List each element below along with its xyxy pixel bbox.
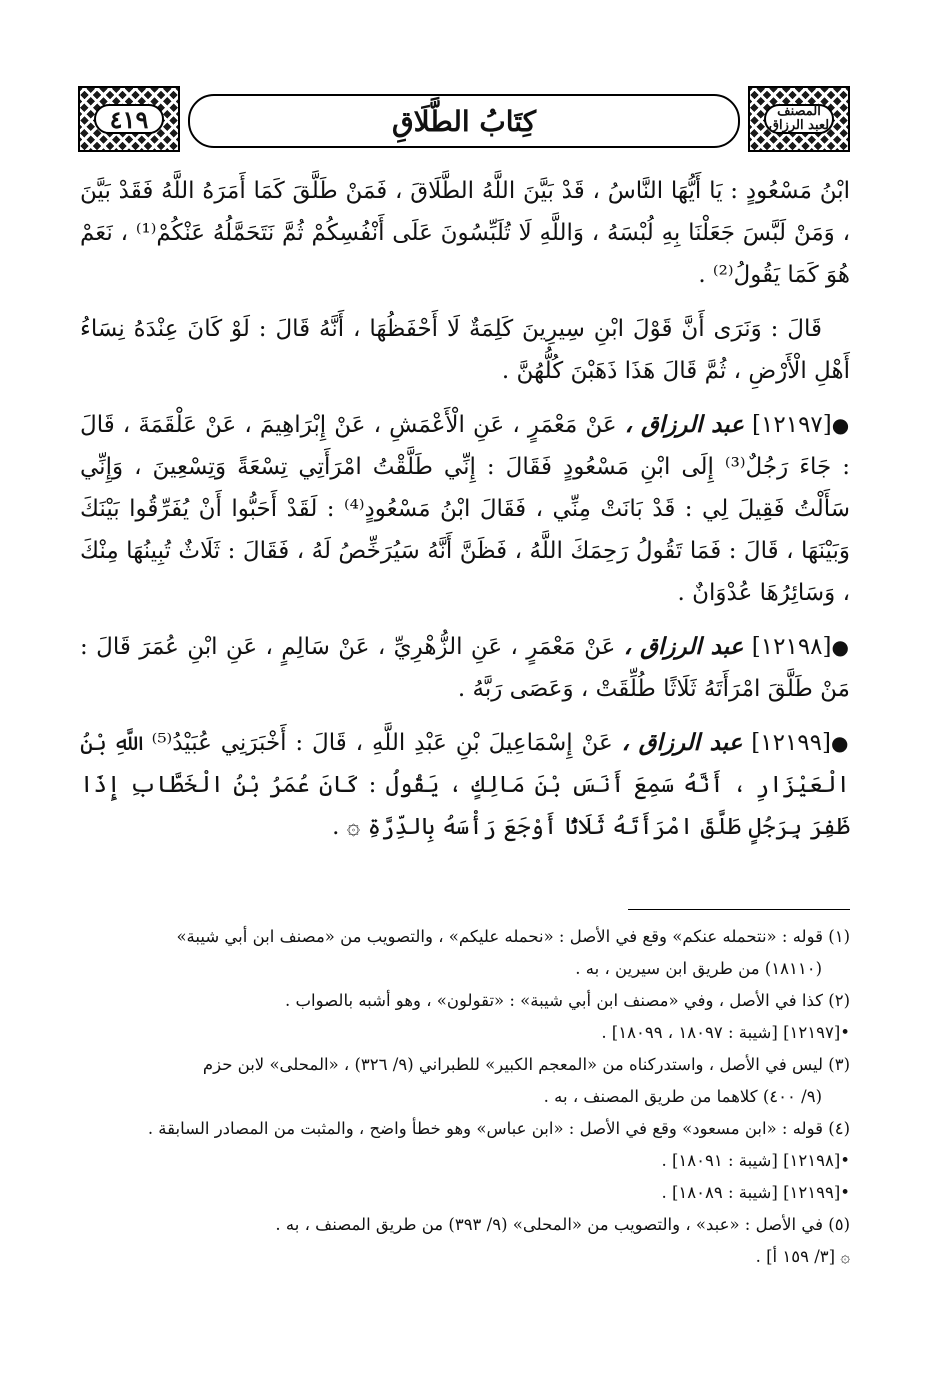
- hadith-number: [١٢١٩٩]: [751, 730, 832, 756]
- footnote-4: (٤) قوله : «ابن مسعود» وقع في الأصل : «ابن عباس» وهو خطأ واضح ، والمثبت من المصادر السابقة .: [147, 1119, 850, 1138]
- main-text: [80, 170, 850, 860]
- hadith-12197: [80, 404, 850, 614]
- page-header: [78, 86, 850, 152]
- narrator: عبد الرزاق ،: [624, 411, 744, 438]
- hadith-number: [١٢١٩٨]: [751, 634, 832, 660]
- hadith-12198: [80, 626, 850, 710]
- paragraph: ابْنُ مَسْعُودٍ : يَا أَيُّهَا النَّاسُ ، قَدْ بَيَّنَ اللَّهُ الطَّلَاقَ ، فَمَنْ طَلَّقَ كَمَا أَمَرَهُ اللَّهُ فَقَدْ بَيَّنَ ، وَمَنْ لَبَّسَ جَعَلْنَا بِهِ لُبْسَهُ ، وَاللَّهِ لَا تُلَبِّسُونَ عَلَى أَنْفُسِكُمْ ثُمَّ نَتَحَمَّلُهُ عَنْكُمْ⁽¹⁾ ، نَعَمْ هُوَ كَمَا يَقُولُ⁽²⁾ .: [80, 178, 850, 288]
- hadith-number: [١٢١٩٧]: [752, 412, 832, 438]
- source-ref-12197: •[١٢١٩٧] [شيبة : ١٨٠٩٧ ، ١٨٠٩٩] .: [601, 1023, 850, 1042]
- hadith-text: عَنْ مَعْمَرٍ ، عَنِ الْأَعْمَشِ ، عَنْ إِبْرَاهِيمَ ، عَنْ عَلْقَمَةَ ، قَالَ : جَاءَ رَجُلٌ⁽³⁾ إِلَى ابْنِ مَسْعُودٍ فَقَالَ : إِنِّي طَلَّقْتُ امْرَأَتِي تِسْعَةً وَتِسْعِينَ ، وَإِنِّي سَأَلْتُ فَقِيلَ لِي : قَدْ بَانَتْ مِنِّي ، فَقَالَ ابْنُ مَسْعُودٍ⁽⁴⁾ : لَقَدْ أَحَبُّوا أَنْ يُفَرِّقُوا بَيْنَكَ وَبَيْنَهَا ، قَالَ : فَمَا تَقُولُ رَحِمَكَ اللَّهُ ، فَظَنَّ أَنَّهُ سَيُرَخِّصُ لَهُ ، فَقَالَ : ثَلَاثٌ تُبِينُهَا مِنْكَ ، وَسَائِرُهَا عُدْوَانٌ .: [80, 412, 850, 606]
- manuscript-ref: ۞ [٣/ ١٥٩ أ] .: [755, 1247, 850, 1266]
- bullet-icon: ●: [831, 635, 851, 659]
- source-ref-12199: •[١٢١٩٩] [شيبة : ١٨٠٨٩] .: [661, 1183, 850, 1202]
- chapter-title: كِتَابُ الطَّلَاقِ: [188, 94, 740, 148]
- book-logo: المصنف لعبد الرزاق: [764, 104, 834, 134]
- footnote-2: (٢) كذا في الأصل ، وفي «مصنف ابن أبي شيبة» : «تقولون» ، وهو أشبه بالصواب .: [284, 991, 850, 1010]
- page-number-ornament: [78, 86, 180, 152]
- footnotes: [80, 924, 850, 1276]
- hadith-text: عَنْ مَعْمَرٍ ، عَنِ الزُّهْرِيِّ ، عَنْ سَالِمٍ ، عَنِ ابْنِ عُمَرَ قَالَ : مَنْ طَلَّقَ امْرَأَتَهُ ثَلَاثًا طُلِّقَتْ ، وَعَصَى رَبَّهُ .: [80, 634, 850, 702]
- paragraph: قَالَ : وَنَرَى أَنَّ قَوْلَ ابْنِ سِيرِينَ كَلِمَةٌ لَا أَحْفَظُهَا ، أَنَّهُ قَالَ : لَوْ كَانَ عِنْدَهُ نِسَاءُ أَهْلِ الْأَرْضِ ، ثُمَّ قَالَ هَذَا ذَهَبْنَ كُلُّهُنَّ .: [80, 316, 850, 384]
- source-ref-12198: •[١٢١٩٨] [شيبة : ١٨٠٩١] .: [661, 1151, 850, 1170]
- footnote-1-continued: (١٨١١٠) من طريق ابن سيرين ، به .: [575, 959, 822, 978]
- page-number: ٤١٩: [94, 104, 164, 134]
- narrator: عبد الرزاق ،: [623, 633, 744, 660]
- bullet-icon: ●: [831, 413, 851, 437]
- footnote-1: (١) قوله : «نتحمله عنكم» وقع في الأصل : «نحمله عليكم» ، والتصويب من «مصنف ابن أبي شيبة»: [176, 927, 850, 946]
- footnote-divider: [628, 909, 850, 910]
- narrator: عبد الرزاق ،: [621, 729, 743, 756]
- book-logo-ornament: [748, 86, 850, 152]
- footnote-3: (٣) ليس في الأصل ، واستدركناه من «المعجم الكبير» للطبراني (٩/ ٣٢٦) ، «المحلى» لابن حزم: [202, 1055, 850, 1074]
- hadith-text: عَنْ إِسْمَاعِيلَ بْنِ عَبْدِ اللَّهِ ، قَالَ : أَخْبَرَنِي عُبَيْدُ⁽⁵⁾ اللَّهِ بْنُ الْعَيْزَارِ ، أَنَّهُ سَمِعَ أَنَسَ بْنَ مَالِكٍ ، يَقُولُ : كَانَ عُمَرُ بْنُ الْخَطَّابِ إِذَا ظَفِرَ بِرَجُلٍ طَلَّقَ امْرَأَتَهُ ثَلَاثًا أَوْجَعَ رَأْسَهُ بِالدِّرَّةِ ۞ .: [80, 730, 850, 840]
- hadith-12199: [80, 722, 850, 848]
- footnote-5: (٥) في الأصل : «عبد» ، والتصويب من «المحلى» (٩/ ٣٩٣) من طريق المصنف ، به .: [275, 1215, 850, 1234]
- footnote-3-continued: (٩/ ٤٠٠) كلاهما من طريق المصنف ، به .: [543, 1087, 822, 1106]
- bullet-icon: ●: [831, 731, 851, 755]
